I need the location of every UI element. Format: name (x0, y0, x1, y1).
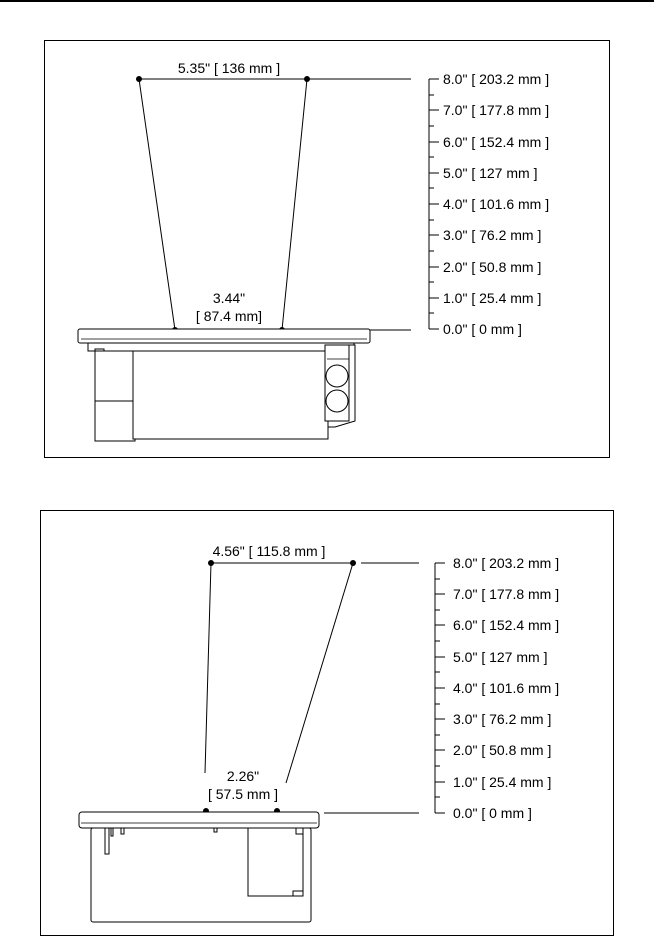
scan-field-left-edge (205, 563, 211, 773)
scale-label-8in: 8.0" [ 203.2 mm ] (443, 71, 550, 87)
diagram-1-drawing (45, 41, 611, 459)
window-width-label-line2: [ 57.5 mm ] (207, 786, 279, 802)
scan-field-left-edge (139, 79, 175, 330)
scale-label-7in: 7.0" [ 177.8 mm ] (443, 102, 550, 118)
scale-label-2in: 2.0" [ 50.8 mm ] (443, 259, 542, 275)
scale-label-6in: 6.0" [ 152.4 mm ] (443, 134, 550, 150)
scale-label-0in: 0.0" [ 0 mm ] (443, 321, 522, 337)
scale-label-7in: 7.0" [ 177.8 mm ] (453, 586, 560, 602)
scanner-device-1 (78, 329, 370, 441)
scale-label-1in: 1.0" [ 25.4 mm ] (443, 290, 542, 306)
scale-label-5in: 5.0" [ 127 mm ] (443, 165, 538, 181)
scale-label-3in: 3.0" [ 76.2 mm ] (443, 227, 542, 243)
scale-label-0in: 0.0" [ 0 mm ] (453, 805, 532, 821)
diagram-2-drawing (41, 511, 615, 937)
window-width-label-line1: 2.26" (226, 768, 260, 784)
scale-label-4in: 4.0" [ 101.6 mm ] (453, 680, 560, 696)
top-width-label: 4.56" [ 115.8 mm ] (212, 543, 326, 559)
scan-field-diagram-2 (40, 510, 614, 936)
top-left-point (136, 76, 142, 82)
page-top-rule (0, 0, 654, 2)
scale-label-5in: 5.0" [ 127 mm ] (453, 649, 548, 665)
scale-label-3in: 3.0" [ 76.2 mm ] (453, 711, 552, 727)
top-right-point (350, 560, 356, 566)
scale-label-8in: 8.0" [ 203.2 mm ] (453, 555, 560, 571)
window-width-label-line2: [ 87.4 mm] (195, 308, 263, 324)
scan-field-right-edge (286, 563, 353, 783)
window-width-label-line1: 3.44" (212, 290, 246, 306)
height-scale-1 (429, 79, 439, 329)
scale-label-4in: 4.0" [ 101.6 mm ] (443, 196, 550, 212)
top-right-point (304, 76, 310, 82)
height-scale-2 (435, 563, 445, 813)
scan-field-diagram-1 (44, 40, 610, 458)
scale-label-6in: 6.0" [ 152.4 mm ] (453, 617, 560, 633)
top-width-label: 5.35" [ 136 mm ] (177, 60, 281, 76)
scale-label-2in: 2.0" [ 50.8 mm ] (453, 742, 552, 758)
scale-label-1in: 1.0" [ 25.4 mm ] (453, 774, 552, 790)
top-left-point (208, 560, 214, 566)
scanner-device-2 (79, 812, 319, 922)
scan-field-right-edge (282, 79, 307, 330)
